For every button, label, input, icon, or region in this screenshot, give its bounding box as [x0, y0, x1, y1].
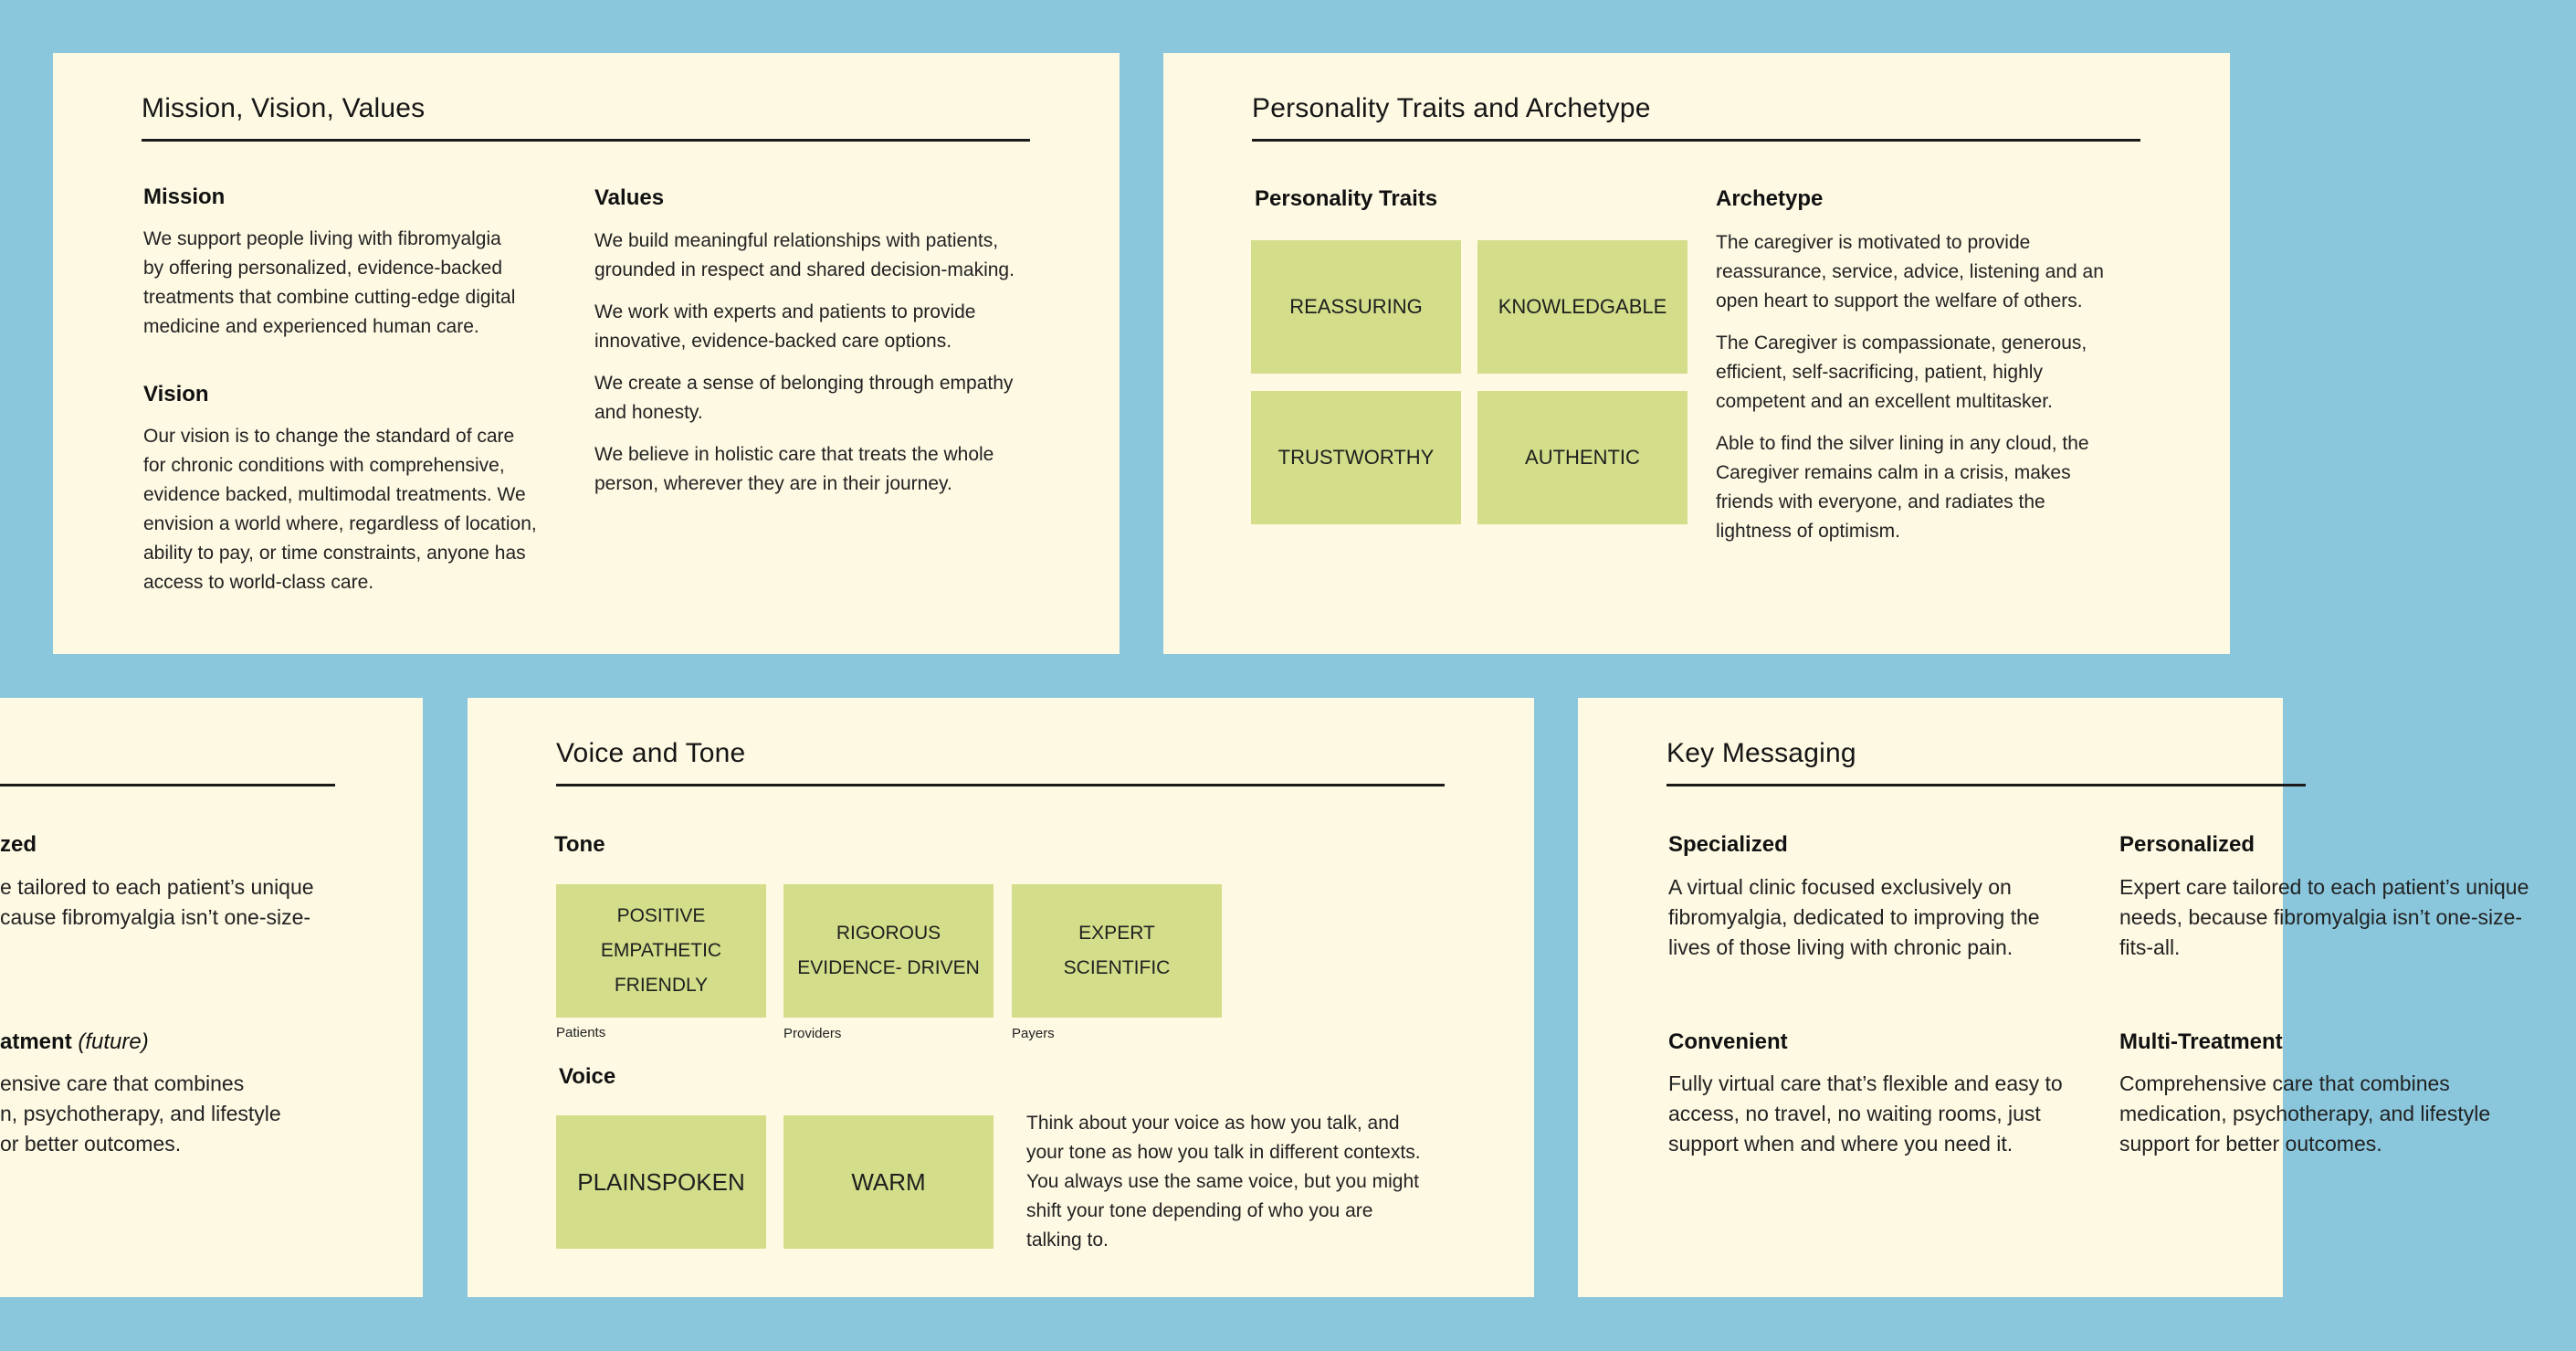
- title-rule: [1667, 784, 2306, 786]
- voice-box-plainspoken: PLAINSPOKEN: [556, 1115, 766, 1249]
- convenient-heading: Convenient: [1668, 1029, 1788, 1054]
- tone-caption-patients: Patients: [556, 1025, 606, 1040]
- values-text: We build meaningful relationships with patients, grounded in respect and shared decision-making. We work with experts and patients to provide innovative, evidence-backed care options. We create a sense of belonging through empathy and honesty. We believe in holistic care that treats the whole person, wherever they are in their journey.: [594, 230, 1015, 494]
- voice-description: Think about your voice as how you talk, and your tone as how you talk in different contexts. You always use the same voice, but you might shift your tone depending of who you are talking to.: [1026, 1113, 1421, 1251]
- mission-heading: Mission: [143, 185, 226, 209]
- mission-text: We support people living with fibromyalgia by offering personalized, evidence-backed treatments that combine cutting-edge digital medicine and experienced human care.: [143, 228, 516, 337]
- tone-box-payers: EXPERT SCIENTIFIC: [1012, 884, 1222, 1018]
- card-title: Voice and Tone: [556, 738, 746, 768]
- multi-treatment-heading-partial: atment (future): [0, 1029, 149, 1054]
- card-key-messaging-partial: [0, 698, 423, 1297]
- tone-box-patients: POSITIVE EMPATHETIC FRIENDLY: [556, 884, 766, 1018]
- card-mission-vision-values: [53, 53, 1120, 654]
- personalized-text-partial: e tailored to each patient’s unique cause fibromyalgia isn’t one-size-: [0, 875, 314, 929]
- title-rule: [142, 139, 1030, 142]
- title-rule: [0, 784, 335, 786]
- values-heading: Values: [594, 185, 665, 210]
- personality-traits-heading: Personality Traits: [1255, 186, 1438, 211]
- tone-heading: Tone: [554, 832, 605, 857]
- card-voice-and-tone: [468, 698, 1534, 1297]
- trait-box-reassuring: REASSURING: [1251, 240, 1461, 374]
- multi-treatment-heading: Multi-Treatment: [2119, 1029, 2283, 1054]
- title-rule: [556, 784, 1445, 786]
- specialized-text: A virtual clinic focused exclusively on fibromyalgia, dedicated to improving the lives of those living with chronic pain.: [1668, 875, 2040, 959]
- personalized-heading: Personalized: [2119, 832, 2255, 857]
- tone-caption-payers: Payers: [1012, 1026, 1055, 1041]
- vision-heading: Vision: [143, 382, 209, 406]
- vision-text: Our vision is to change the standard of care for chronic conditions with comprehensive, evidence backed, multimodal treatments. We envision a world where, regardless of location, ability to pay, or time constraints, anyone has access to world-class care.: [143, 426, 537, 593]
- card-personality-traits: [1163, 53, 2230, 654]
- card-title: Personality Traits and Archetype: [1252, 93, 1651, 123]
- personalized-heading-partial: zed: [0, 832, 37, 857]
- multi-treatment-text: Comprehensive care that combines medication, psychotherapy, and lifestyle support for better outcomes.: [2119, 1071, 2491, 1156]
- archetype-text: The caregiver is motivated to provide reassurance, service, advice, listening and an open heart to support the welfare of others. The Caregiver is compassionate, generous, efficient, self-sacrificing, patient, highly competent and an excellent multitasker. Able to find the silver lining in any cloud, the Caregiver remains calm in a crisis, makes friends with everyone, and radiates the lightness of optimism.: [1716, 232, 2104, 542]
- tone-caption-providers: Providers: [783, 1026, 842, 1041]
- card-key-messaging: [1578, 698, 2529, 1297]
- trait-box-trustworthy: TRUSTWORTHY: [1251, 391, 1461, 524]
- card-title: Mission, Vision, Values: [142, 93, 426, 123]
- specialized-heading: Specialized: [1668, 832, 1788, 857]
- tone-box-providers: RIGOROUS EVIDENCE- DRIVEN: [783, 884, 994, 1018]
- trait-box-knowledgable: KNOWLEDGABLE: [1477, 240, 1688, 374]
- voice-heading: Voice: [559, 1064, 616, 1089]
- trait-box-authentic: AUTHENTIC: [1477, 391, 1688, 524]
- title-rule: [1252, 139, 2140, 142]
- archetype-heading: Archetype: [1716, 186, 1824, 211]
- voice-box-warm: WARM: [783, 1115, 994, 1249]
- multi-treatment-text-partial: ensive care that combines n, psychotherapy, and lifestyle or better outcomes.: [0, 1071, 281, 1156]
- card-title: Key Messaging: [1667, 738, 1856, 768]
- personalized-text: Expert care tailored to each patient’s unique needs, because fibromyalgia isn’t one-size- fits-all.: [2119, 875, 2529, 959]
- convenient-text: Fully virtual care that’s flexible and easy to access, no travel, no waiting rooms, just support when and where you need it.: [1668, 1071, 2063, 1156]
